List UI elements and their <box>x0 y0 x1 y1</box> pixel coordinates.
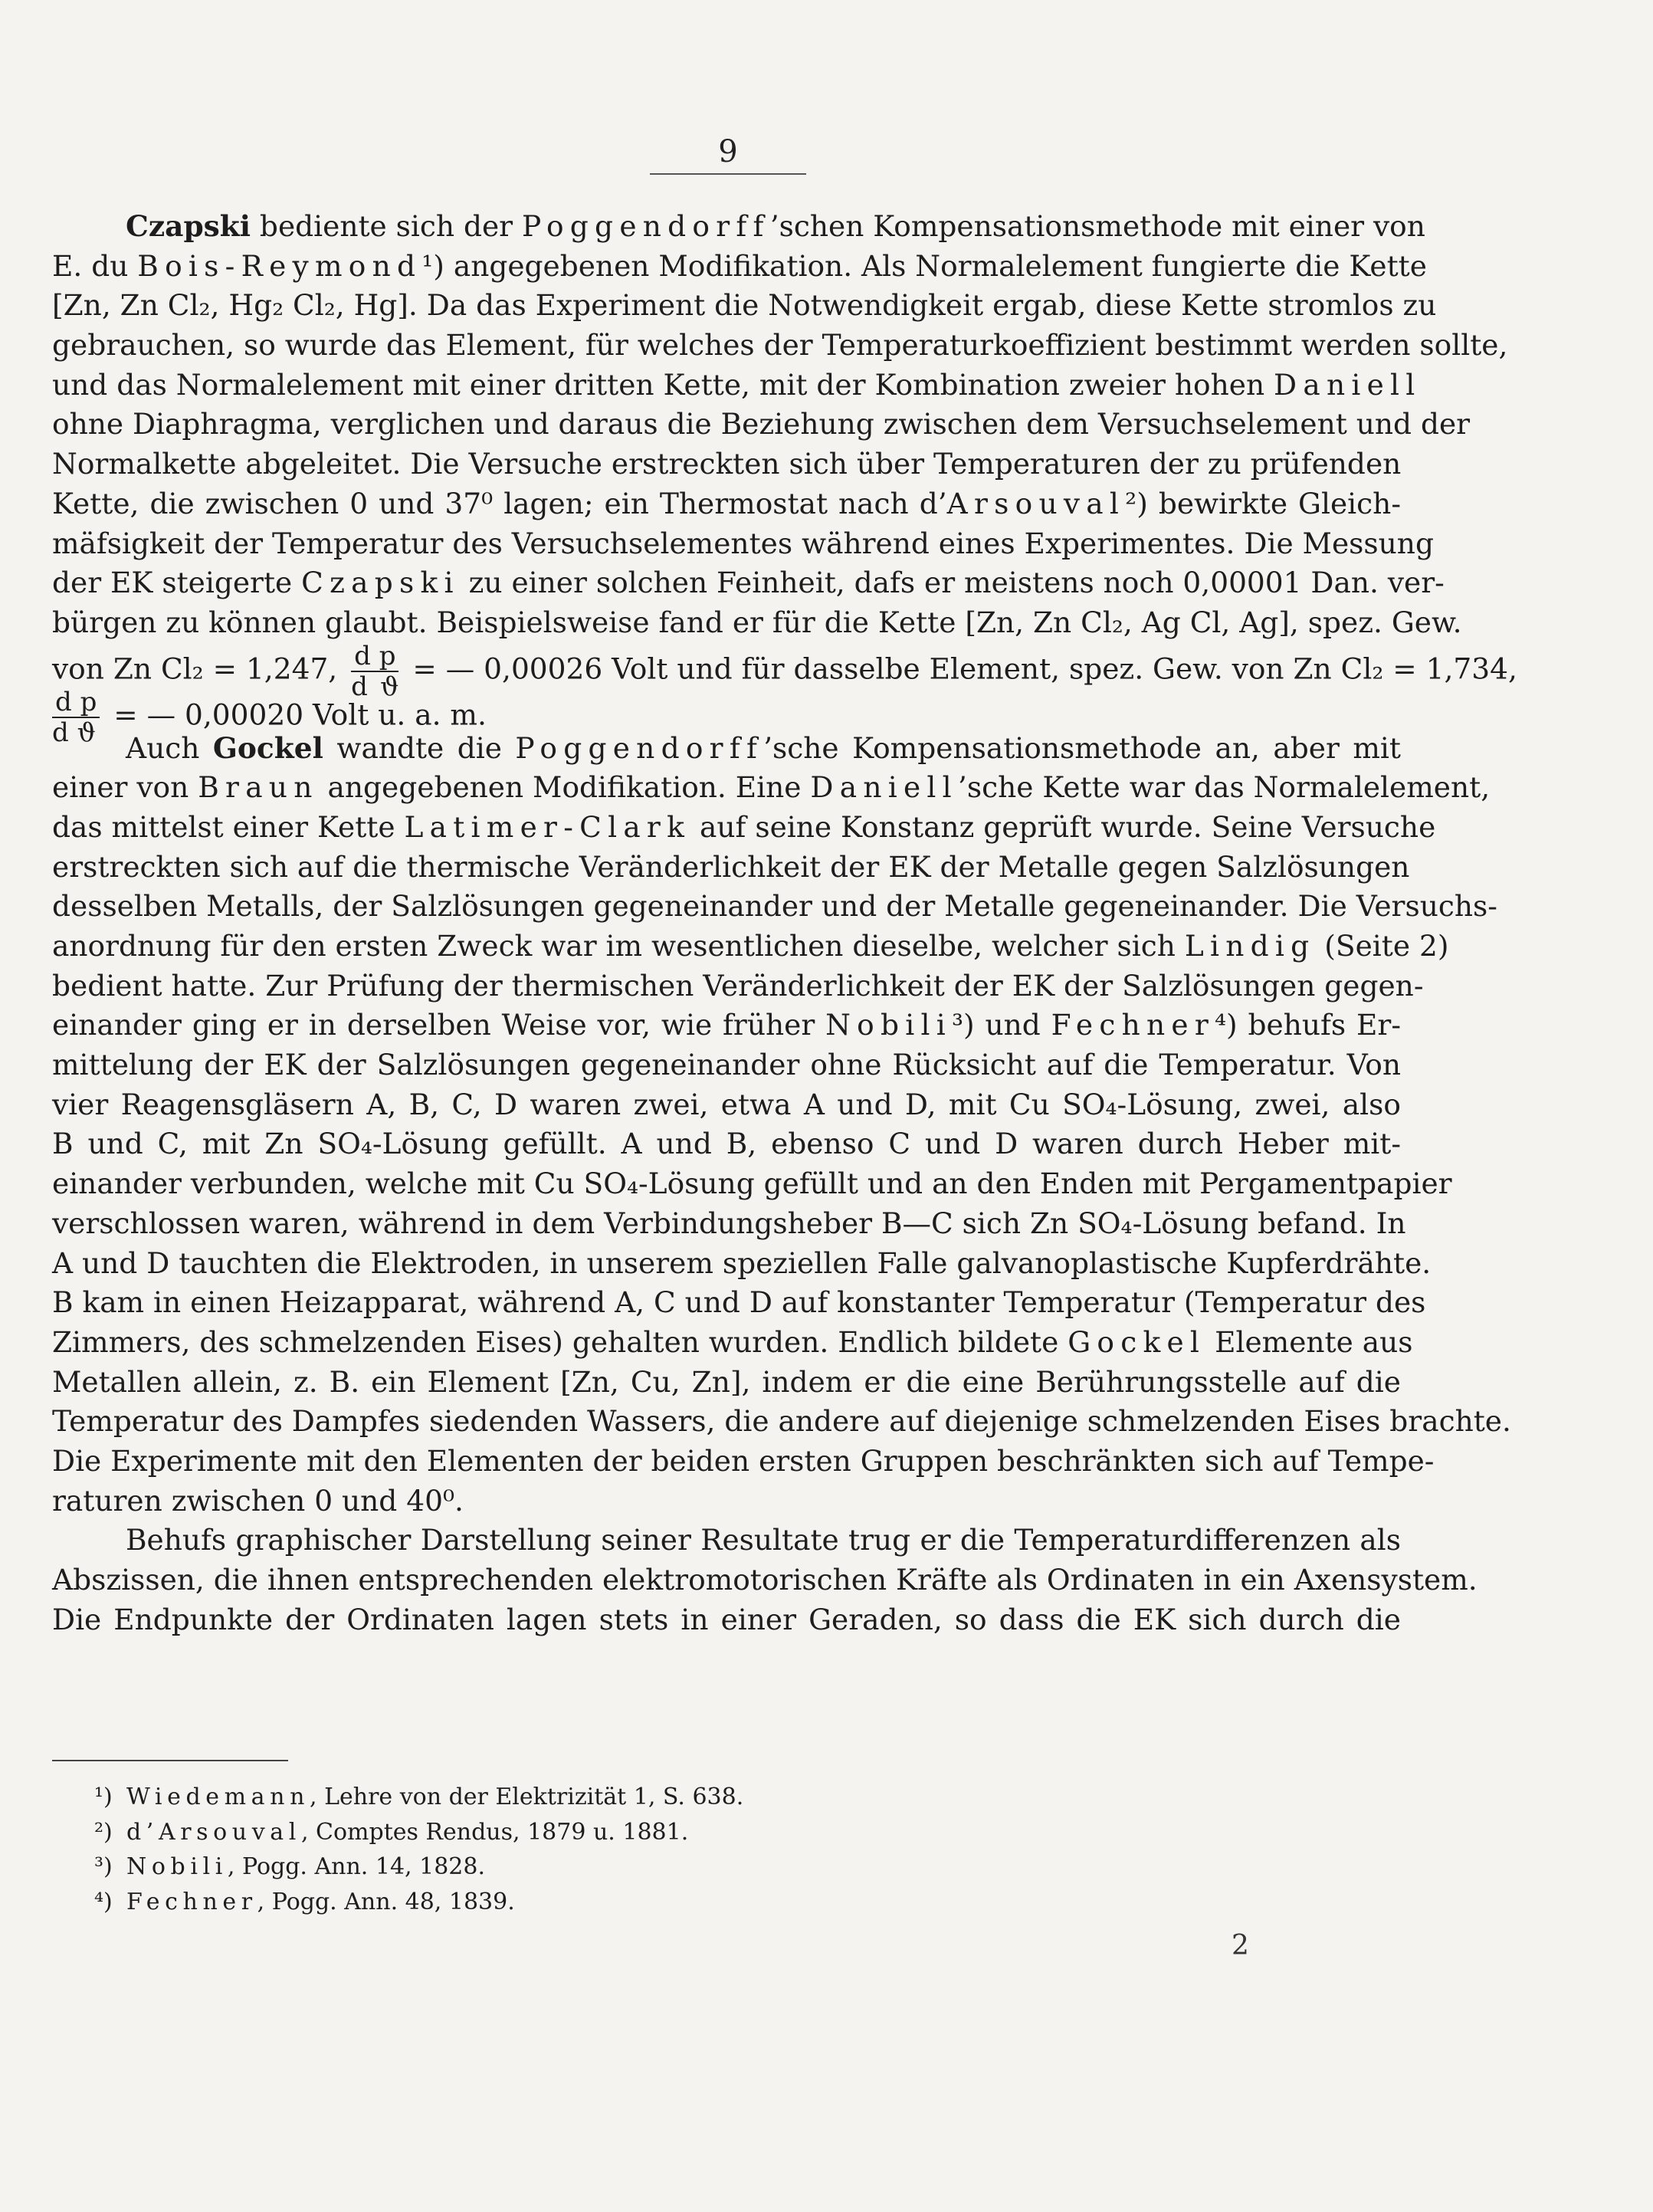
text-line: Czapski bediente sich der Poggendorff’schen Kompensationsmethode mit einer von <box>126 209 1425 243</box>
formula-line: $\frac{\text{d p}}{\text{d ϑ}}$ = — 0,00020 Volt u. a. m. <box>52 686 487 748</box>
text-line: [Zn, Zn Cl₂, Hg₂ Cl₂, Hg]. Da das Experiment die Notwendigkeit ergab, diese Kette stromlos zu <box>52 288 1437 323</box>
text-line: anordnung für den ersten Zweck war im wesentlichen dieselbe, welcher sich Lindig (Seite 2) <box>52 929 1449 963</box>
signature-mark: 2 <box>1232 1930 1249 1961</box>
text-line: Normalkette abgeleitet. Die Versuche erstreckten sich über Temperaturen der zu prüfenden <box>52 447 1402 481</box>
text-line: A und D tauchten die Elektroden, in unserem speziellen Falle galvanoplastische Kupferdrähte. <box>52 1245 1432 1280</box>
text-line: B kam in einen Heizapparat, während A, C und D auf konstanter Temperatur (Temperatur des <box>52 1285 1426 1320</box>
text-line: raturen zwischen 0 und 40⁰. <box>52 1483 464 1518</box>
text-line: E. du Bois-Reymond¹) angegebenen Modifikation. Als Normalelement fungierte die Kette <box>52 248 1427 283</box>
text-line: das mittelst einer Kette Latimer-Clark auf seine Konstanz geprüft wurde. Seine Versuche <box>52 809 1436 844</box>
footnote: ³) Nobili, Pogg. Ann. 14, 1828. <box>94 1853 485 1880</box>
text-line: Kette, die zwischen 0 und 37⁰ lagen; ein Thermostat nach d’Arsouval²) bewirkte Gleich- <box>52 486 1401 520</box>
text-line: einander verbunden, welche mit Cu SO₄-Lösung gefüllt und an den Enden mit Pergamentpapier <box>52 1167 1452 1201</box>
text-line: gebrauchen, so wurde das Element, für welches der Temperaturkoeffizient bestimmt werden sollte, <box>52 328 1508 363</box>
text-line: Metallen allein, z. B. ein Element [Zn, Cu, Zn], indem er die eine Berührungsstelle auf die <box>52 1364 1401 1399</box>
text-line: Abszissen, die ihnen entsprechenden elektromotorischen Kräfte als Ordinaten in ein Axensystem. <box>52 1563 1478 1597</box>
text-line: erstreckten sich auf die thermische Veränderlichkeit der EK der Metalle gegen Salzlösungen <box>52 849 1410 884</box>
text-line: Die Endpunkte der Ordinaten lagen stets in einer Geraden, so dass die EK sich durch die <box>52 1602 1401 1636</box>
header-rule <box>650 173 806 175</box>
body-text <box>52 207 1517 1639</box>
page-number: 9 <box>718 134 738 169</box>
footnote: ⁴) Fechner, Pogg. Ann. 48, 1839. <box>94 1888 515 1915</box>
text-line: B und C, mit Zn SO₄-Lösung gefüllt. A und B, ebenso C und D waren durch Heber mit- <box>52 1127 1401 1161</box>
text-line: Zimmers, des schmelzenden Eises) gehalten wurden. Endlich bildete Gockel Elemente aus <box>52 1324 1413 1359</box>
text-line: verschlossen waren, während in dem Verbindungsheber B—C sich Zn SO₄-Lösung befand. In <box>52 1206 1406 1240</box>
text-line: mittelung der EK der Salzlösungen gegeneinander ohne Rücksicht auf die Temperatur. Von <box>52 1048 1401 1082</box>
text-line: Behufs graphischer Darstellung seiner Resultate trug er die Temperaturdifferenzen als <box>126 1523 1401 1557</box>
text-line: desselben Metalls, der Salzlösungen gegeneinander und der Metalle gegeneinander. Die Versuchs- <box>52 889 1497 924</box>
footnote: ²) d’Arsouval, Comptes Rendus, 1879 u. 1881. <box>94 1818 689 1846</box>
text-line: Die Experimente mit den Elementen der beiden ersten Gruppen beschränkten sich auf Tempe- <box>52 1443 1435 1478</box>
text-line: ohne Diaphragma, verglichen und daraus die Beziehung zwischen dem Versuchselement und der <box>52 407 1471 441</box>
text-line: einander ging er in derselben Weise vor, wie früher Nobili³) und Fechner⁴) behufs Er- <box>52 1008 1401 1042</box>
text-line: bürgen zu können glaubt. Beispielsweise fand er für die Kette [Zn, Zn Cl₂, Ag Cl, Ag], spez. Gew. <box>52 605 1462 639</box>
fraction: $\frac{\text{d p}}{\text{d ϑ}}$ <box>351 640 399 702</box>
text-line: bedient hatte. Zur Prüfung der thermischen Veränderlichkeit der EK der Salzlösungen gegen- <box>52 968 1424 1003</box>
text-line: mäfsigkeit der Temperatur des Versuchselementes während eines Experimentes. Die Messung <box>52 526 1434 560</box>
text-line: vier Reagensgläsern A, B, C, D waren zwei, etwa A und D, mit Cu SO₄-Lösung, zwei, also <box>52 1087 1401 1121</box>
text-line: einer von Braun angegebenen Modifikation. Eine Daniell’sche Kette war das Normalelement, <box>52 770 1491 805</box>
footnotes <box>94 1780 744 1919</box>
footnote-rule <box>52 1760 288 1761</box>
footnote: ¹) Wiedemann, Lehre von der Elektrizität 1, S. 638. <box>94 1784 744 1810</box>
formula-line: von Zn Cl₂ = 1,247, $\frac{\text{d p}}{\text{d ϑ}}$ = — 0,00026 Volt und für dasselbe Element, spez. Gew. von Zn Cl₂ = 1,734, <box>52 640 1517 702</box>
text-line: Auch Gockel wandte die Poggendorff’sche Kompensationsmethode an, aber mit <box>126 730 1401 765</box>
fraction: $\frac{\text{d p}}{\text{d ϑ}}$ <box>52 689 100 746</box>
text-line: Temperatur des Dampfes siedenden Wassers, die andere auf diejenige schmelzenden Eises brachte. <box>52 1404 1511 1439</box>
text-line: der EK steigerte Czapski zu einer solchen Feinheit, dafs er meistens noch 0,00001 Dan. ver- <box>52 566 1445 600</box>
text-line: und das Normalelement mit einer dritten Kette, mit der Kombination zweier hohen Daniell <box>52 367 1422 402</box>
